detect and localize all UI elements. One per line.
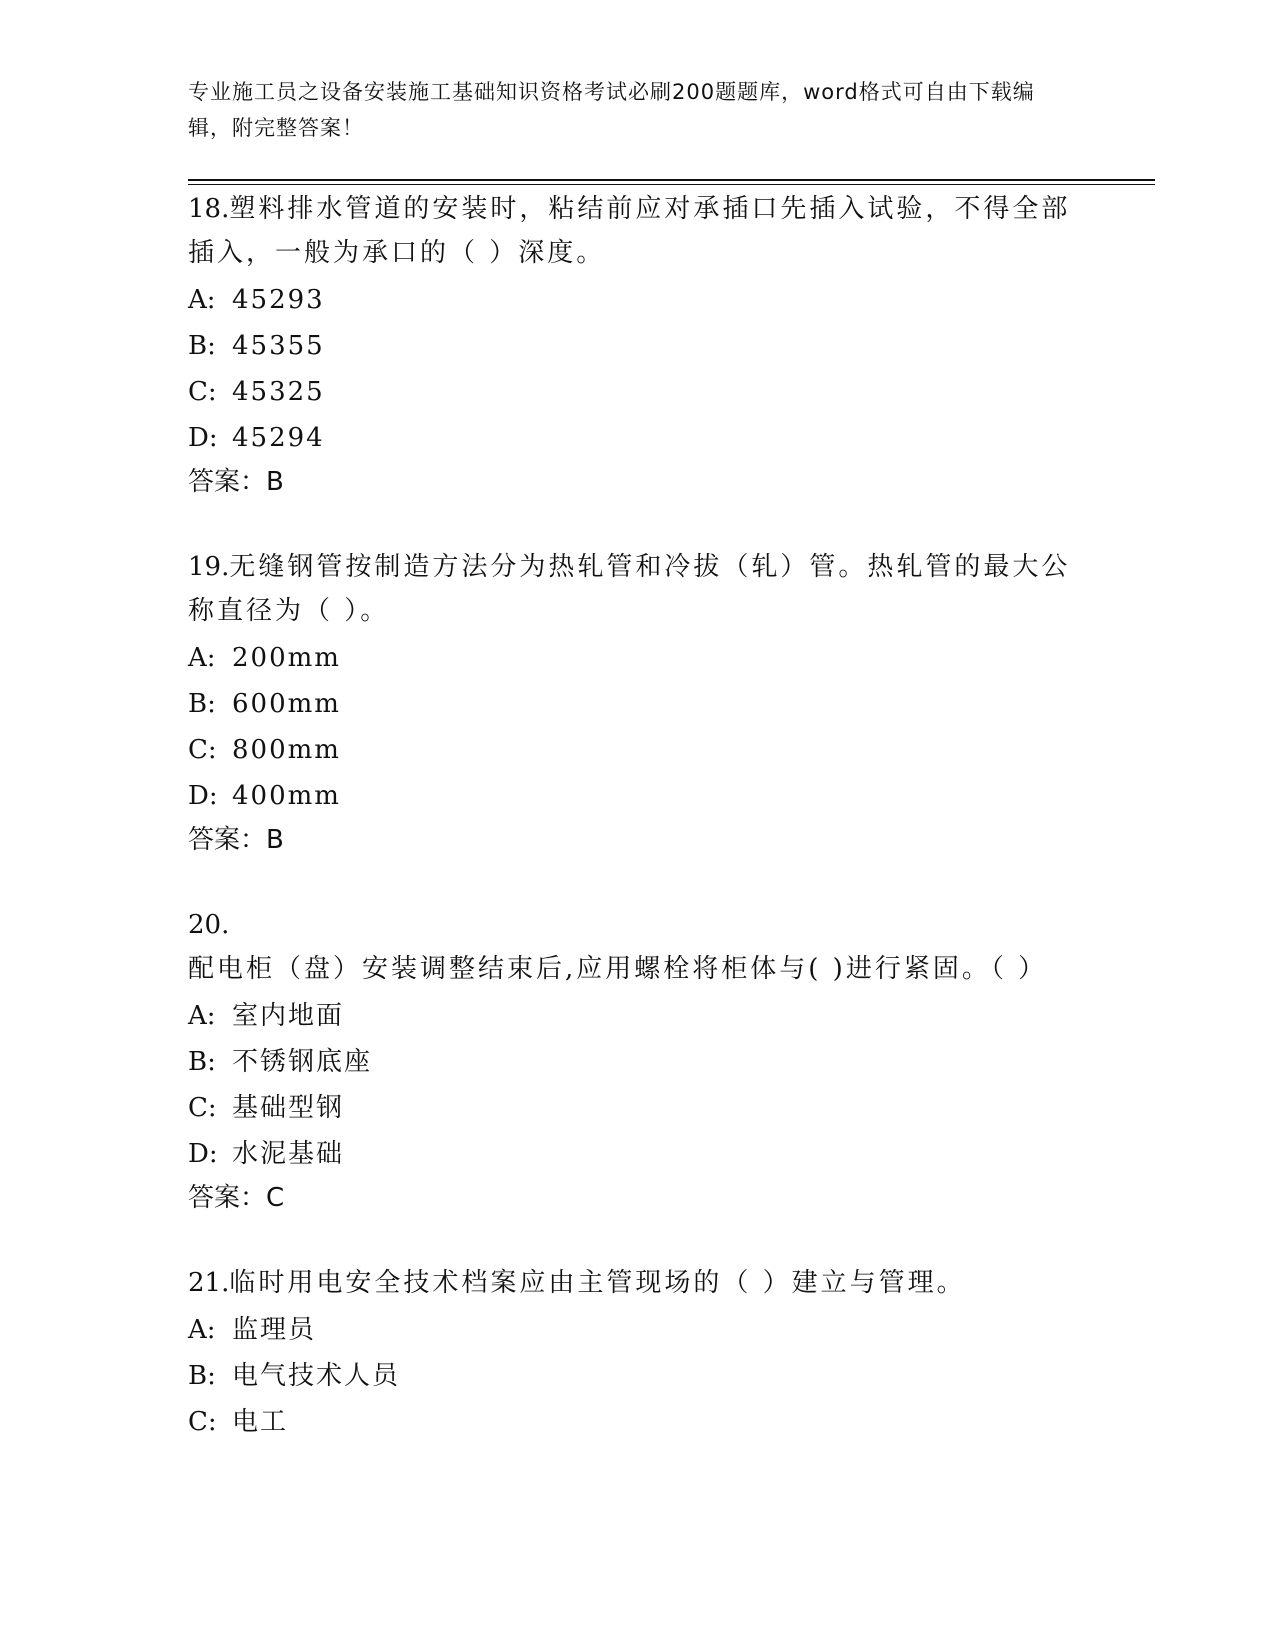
option-letter: B: — [188, 1361, 216, 1391]
option-d — [188, 1131, 1088, 1177]
option-b — [188, 1353, 1088, 1399]
option-a — [188, 277, 1088, 323]
option-b — [188, 323, 1088, 369]
option-letter: B: — [188, 1047, 216, 1077]
option-letter: D: — [188, 423, 218, 453]
header-divider-thick — [188, 179, 1155, 181]
option-letter: C: — [188, 377, 217, 407]
answer-line: 答案：B — [188, 467, 284, 497]
option-letter: A: — [188, 1315, 216, 1345]
question-20 — [188, 903, 1088, 1221]
option-letter: D: — [188, 1139, 218, 1169]
option-a — [188, 993, 1088, 1039]
option-text: 45293 — [232, 285, 325, 315]
option-letter: A: — [188, 285, 216, 315]
option-letter: B: — [188, 689, 216, 719]
option-text: 基础型钢 — [232, 1093, 345, 1123]
question-number: 18. — [188, 194, 230, 224]
option-text: 400mm — [232, 781, 341, 811]
option-text: 室内地面 — [232, 1001, 345, 1031]
option-d — [188, 773, 1088, 819]
option-list — [188, 1307, 1088, 1445]
option-text: 200mm — [232, 643, 341, 673]
question-text: 临时用电安全技术档案应由主管现场的（ ）建立与管理。 — [229, 1268, 966, 1298]
question-stem — [188, 187, 1088, 275]
option-text: 45355 — [232, 331, 325, 361]
question-21 — [188, 1261, 1088, 1445]
option-c — [188, 369, 1088, 415]
option-b — [188, 1039, 1088, 1085]
option-c — [188, 1399, 1088, 1445]
question-text: 塑料排水管道的安装时，粘结前应对承插口先插入试验，不得全部插入，一般为承口的（ ）深度。 — [188, 194, 1071, 268]
option-text: 800mm — [232, 735, 341, 765]
question-18 — [188, 187, 1088, 505]
option-c — [188, 1085, 1088, 1131]
question-text: 配电柜（盘）安装调整结束后,应用螺栓将柜体与( )进行紧固。（ ） — [188, 954, 1048, 984]
option-letter: B: — [188, 331, 216, 361]
header-divider-thin — [188, 184, 1155, 185]
option-text: 监理员 — [232, 1315, 317, 1345]
question-stem — [188, 903, 1088, 991]
question-19 — [188, 545, 1088, 863]
option-d — [188, 415, 1088, 461]
option-text: 水泥基础 — [232, 1139, 345, 1169]
option-text: 45325 — [232, 377, 325, 407]
answer-line: 答案：B — [188, 825, 284, 855]
option-b — [188, 681, 1088, 727]
option-list — [188, 993, 1088, 1177]
option-text: 不锈钢底座 — [232, 1047, 373, 1077]
option-c — [188, 727, 1088, 773]
question-number: 19. — [188, 552, 230, 582]
question-stem — [188, 545, 1088, 633]
question-number: 21. — [188, 1268, 230, 1298]
question-text: 无缝钢管按制造方法分为热轧管和冷拔（轧）管。热轧管的最大公称直径为（ ）。 — [188, 552, 1071, 626]
option-letter: C: — [188, 1407, 217, 1437]
document-header: 专业施工员之设备安装施工基础知识资格考试必刷200题题库，word格式可自由下载编辑，附完整答案！ — [188, 80, 1035, 140]
answer-line: 答案：C — [188, 1183, 285, 1213]
option-text: 45294 — [232, 423, 325, 453]
option-text: 600mm — [232, 689, 341, 719]
option-letter: A: — [188, 1001, 216, 1031]
option-list — [188, 277, 1088, 461]
option-letter: C: — [188, 735, 217, 765]
option-letter: D: — [188, 781, 218, 811]
option-a — [188, 635, 1088, 681]
option-text: 电气技术人员 — [232, 1361, 401, 1391]
option-text: 电工 — [232, 1407, 289, 1437]
option-letter: A: — [188, 643, 216, 673]
option-list — [188, 635, 1088, 819]
question-number: 20. — [188, 910, 230, 940]
option-a — [188, 1307, 1088, 1353]
question-stem — [188, 1261, 1088, 1305]
option-letter: C: — [188, 1093, 217, 1123]
